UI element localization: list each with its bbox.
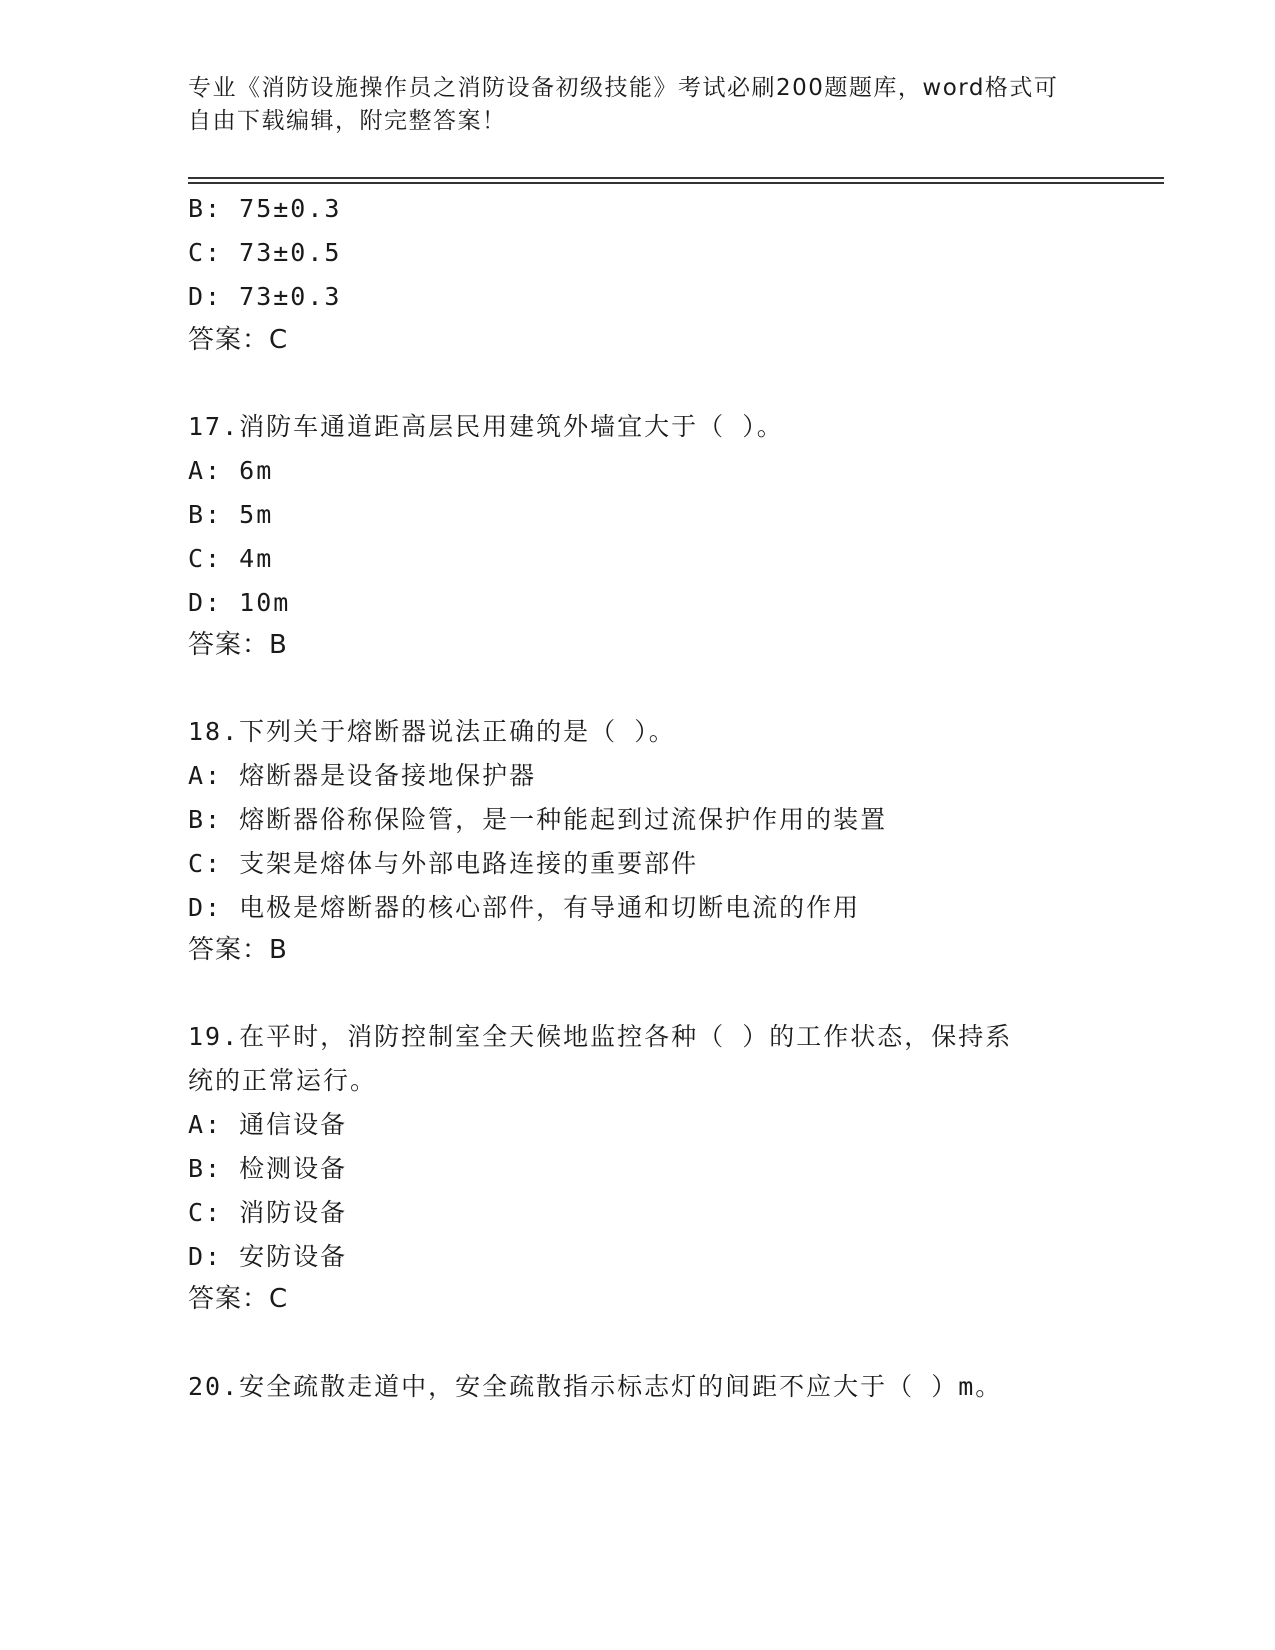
q19-answer: 答案：C: [188, 1284, 289, 1314]
q17-answer: 答案：B: [188, 630, 288, 660]
q18-option-a: A: 熔断器是设备接地保护器: [188, 761, 537, 790]
q17-option-a: A: 6m: [188, 456, 274, 485]
header-divider-bottom: [188, 182, 1164, 184]
q19-question-line-1: 19.在平时，消防控制室全天候地监控各种（ ）的工作状态，保持系: [188, 1022, 1013, 1051]
header-line-2: 自由下载编辑，附完整答案！: [188, 108, 507, 134]
q19-option-d: D: 安防设备: [188, 1242, 348, 1271]
header-line-1: 专业《消防设施操作员之消防设备初级技能》考试必刷200题题库，word格式可: [188, 75, 1059, 101]
q19-option-c: C: 消防设备: [188, 1198, 348, 1227]
q17-option-b: B: 5m: [188, 500, 274, 529]
q16-answer: 答案：C: [188, 325, 289, 355]
q16-option-d: D: 73±0.3: [188, 282, 342, 311]
q20-question: 20.安全疏散走道中，安全疏散指示标志灯的间距不应大于（ ）m。: [188, 1372, 1003, 1401]
q19-option-b: B: 检测设备: [188, 1154, 348, 1183]
q18-question: 18.下列关于熔断器说法正确的是（ ）。: [188, 717, 676, 746]
q18-answer: 答案：B: [188, 935, 288, 965]
q18-option-b: B: 熔断器俗称保险管，是一种能起到过流保护作用的装置: [188, 805, 888, 834]
q16-option-b: B: 75±0.3: [188, 194, 342, 223]
header-divider-top: [188, 177, 1164, 179]
q19-option-a: A: 通信设备: [188, 1110, 348, 1139]
document-header: [188, 72, 1068, 138]
q17-question: 17.消防车通道距高层民用建筑外墙宜大于（ ）。: [188, 412, 784, 441]
q18-option-d: D: 电极是熔断器的核心部件，有导通和切断电流的作用: [188, 893, 861, 922]
q16-option-c: C: 73±0.5: [188, 238, 342, 267]
q17-option-d: D: 10m: [188, 588, 291, 617]
q17-option-c: C: 4m: [188, 544, 274, 573]
q18-option-c: C: 支架是熔体与外部电路连接的重要部件: [188, 849, 699, 878]
q19-question-line-2: 统的正常运行。: [188, 1066, 378, 1095]
